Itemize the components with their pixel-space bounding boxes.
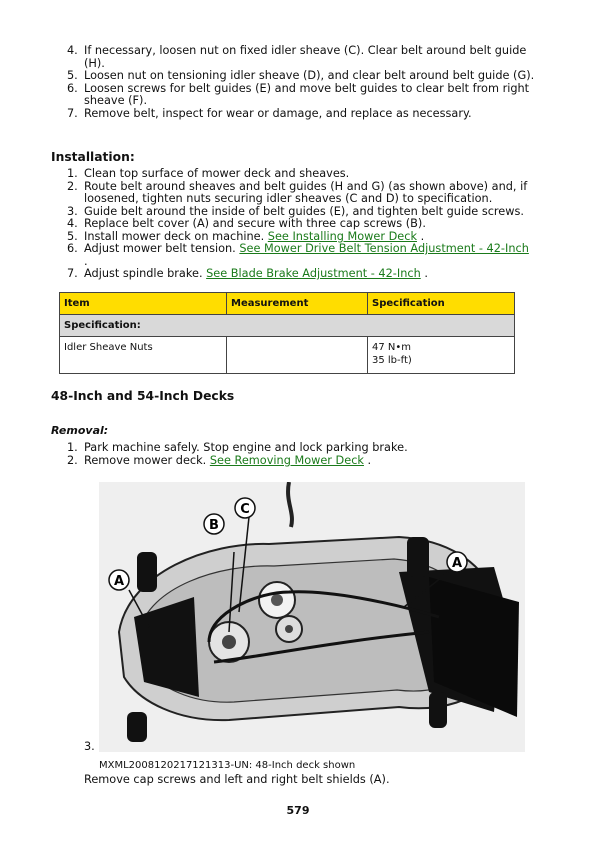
column-header-item: Item	[60, 293, 227, 315]
blade-brake-adjustment-link[interactable]: See Blade Brake Adjustment - 42-Inch	[206, 267, 421, 280]
figure-label-b: B	[209, 518, 219, 533]
list-item: 4. Replace belt cover (A) and secure with three cap screws (B).	[67, 217, 426, 230]
item-cell: Idler Sheave Nuts	[60, 337, 227, 374]
removal-heading: Removal:	[51, 424, 109, 437]
list-item: 6. Adjust mower belt tension. See Mower Drive Belt Tension Adjustment - 42-Inch .	[67, 242, 529, 268]
column-header-specification: Specification	[368, 293, 515, 315]
installing-mower-deck-link[interactable]: See Installing Mower Deck	[267, 229, 418, 243]
list-item: 1. Clean top surface of mower deck and sheaves.	[67, 167, 350, 180]
table-row	[60, 337, 515, 374]
removing-mower-deck-link[interactable]: See Removing Mower Deck	[209, 453, 364, 467]
figure-label-c: C	[240, 502, 250, 517]
list-item: 7. Remove belt, inspect for wear or damage, and replace as necessary.	[67, 106, 472, 120]
list-item: 5. Install mower deck on machine. See Installing Mower Deck .	[67, 229, 425, 243]
figure-caption: MXML2008120217121313-UN: 48-Inch deck shown	[99, 760, 356, 771]
list-item: 3. Guide belt around the inside of belt guides (E), and tighten belt guide screws.	[67, 204, 524, 218]
mower-deck-figure	[99, 482, 525, 752]
measurement-cell	[227, 337, 368, 374]
table-header-row	[60, 293, 515, 315]
list-item: 4. If necessary, loosen nut on fixed idler sheave (C). Clear belt around belt guide (H).	[67, 44, 527, 70]
page-number: 579	[286, 804, 310, 817]
belt-tension-adjustment-link[interactable]: See Mower Drive Belt Tension Adjustment - 42-Inch	[239, 242, 529, 255]
deck-removal-steps-list	[67, 441, 540, 467]
installation-heading: Installation:	[51, 150, 135, 164]
specification-cell: 47 N•m 35 lb-ft)	[368, 337, 515, 374]
figure-label-a: A	[451, 556, 463, 571]
mower-deck-illustration	[99, 482, 525, 752]
list-item: 2. Route belt around sheaves and belt guides (H and G) (as shown above) and, if loosened, tighten nuts securing idler sheaves (C and D) to specification.	[67, 179, 528, 205]
section-label: Specification:	[60, 315, 515, 337]
deck-section-heading: 48-Inch and 54-Inch Decks	[51, 389, 235, 403]
column-header-measurement: Measurement	[227, 293, 368, 315]
step-text: Remove cap screws and left and right belt shields (A).	[84, 773, 390, 786]
specification-table	[59, 292, 515, 374]
removal-steps-list	[67, 44, 540, 120]
installation-steps-list	[67, 167, 540, 281]
list-item: 1. Park machine safely. Stop engine and lock parking brake.	[67, 441, 408, 454]
table-section-row	[60, 315, 515, 337]
list-item: 6. Loosen screws for belt guides (E) and move belt guides to clear belt from right sheave (F).	[67, 81, 530, 107]
list-item: 2. Remove mower deck. See Removing Mower Deck .	[67, 453, 372, 467]
list-item: 7. Adjust spindle brake. See Blade Brake Adjustment - 42-Inch .	[67, 267, 428, 280]
step-number: 3.	[84, 740, 95, 753]
list-item: 5. Loosen nut on tensioning idler sheave (D), and clear belt around belt guide (G).	[67, 69, 535, 82]
figure-label-a: A	[113, 574, 125, 589]
